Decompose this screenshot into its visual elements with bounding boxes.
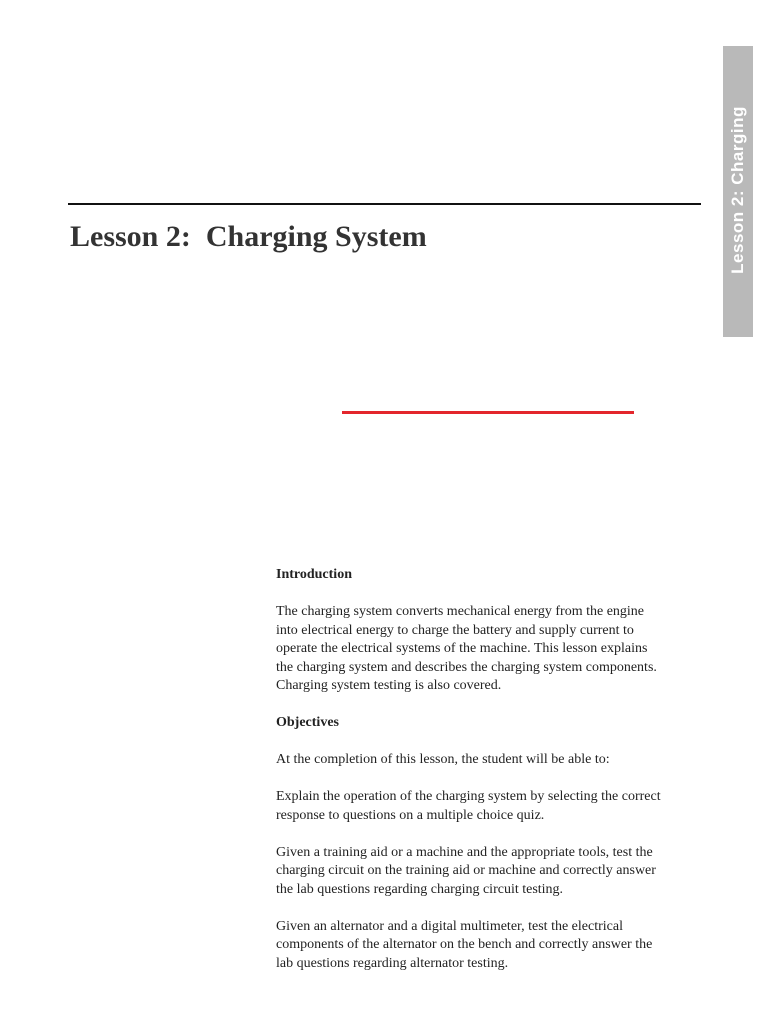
introduction-heading: Introduction bbox=[276, 567, 352, 582]
lesson-title: Lesson 2: Charging System bbox=[70, 220, 427, 253]
lesson-content bbox=[276, 566, 706, 973]
objective-item: Explain the operation of the charging system by selecting the correct response to questions on a multiple choice quiz. bbox=[276, 789, 661, 823]
objective-item: Given an alternator and a digital multimeter, test the electrical components of the alternator on the bench and correctly answer the lab questions regarding alternator testing. bbox=[276, 918, 653, 971]
red-accent-divider bbox=[342, 411, 634, 414]
introduction-paragraph: The charging system converts mechanical energy from the engine into electrical energy to charge the battery and supply current to operate the electrical systems of the machine. This lesson explains the charging system and describes the charging system components. Charging system testing is also covered. bbox=[276, 604, 657, 693]
section-side-tab-label: Lesson 2: Charging bbox=[728, 106, 747, 274]
objectives-lead: At the completion of this lesson, the student will be able to: bbox=[276, 752, 610, 767]
objectives-heading: Objectives bbox=[276, 715, 339, 730]
section-side-tab bbox=[723, 46, 753, 337]
objective-item: Given a training aid or a machine and the appropriate tools, test the charging circuit on the training aid or machine and correctly answer the lab questions regarding charging circuit testing. bbox=[276, 844, 656, 897]
title-divider bbox=[68, 203, 701, 205]
